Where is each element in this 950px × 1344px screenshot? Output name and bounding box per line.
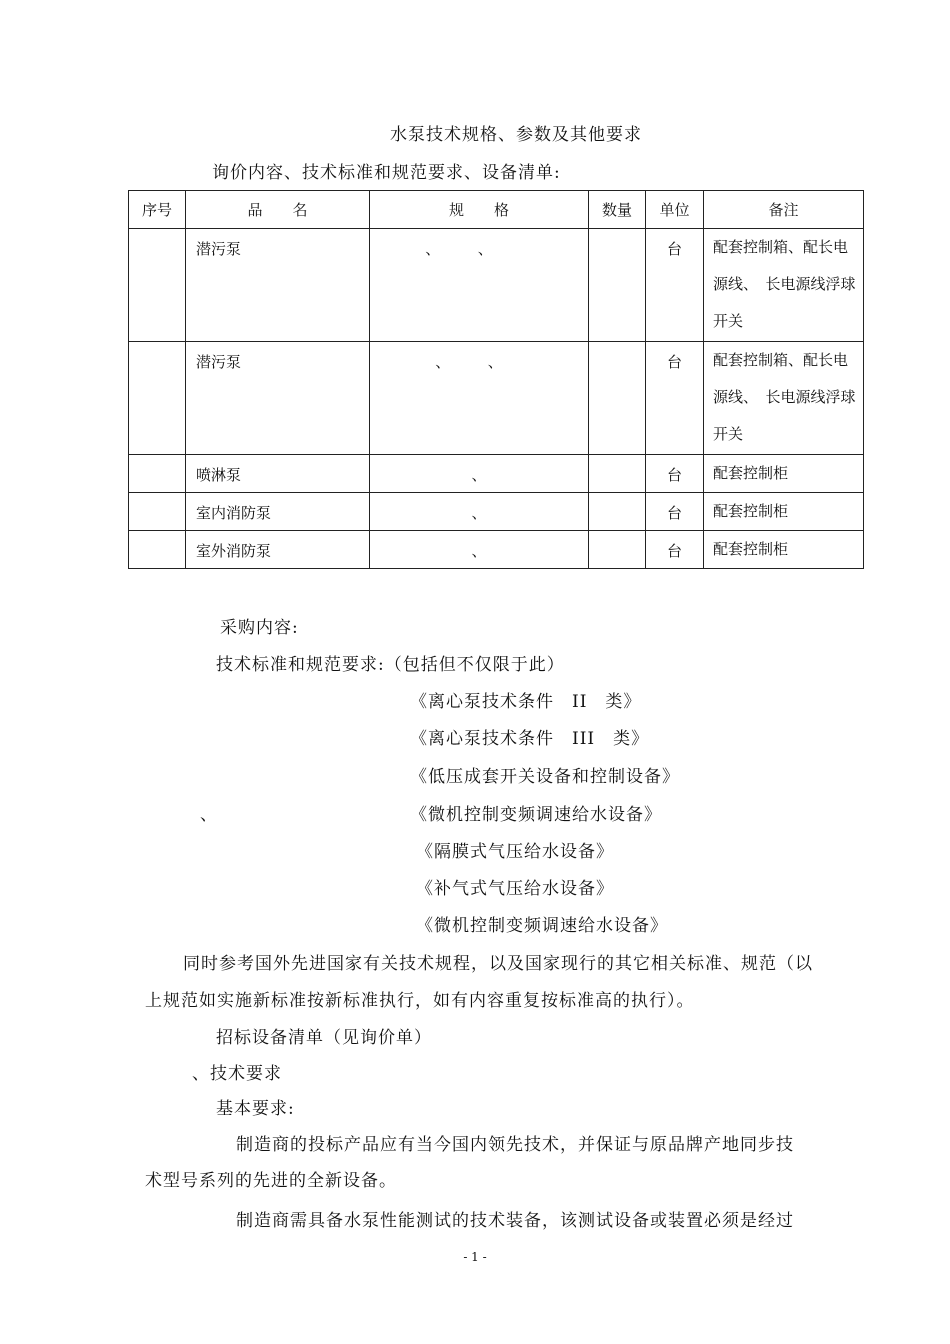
cell-no (129, 531, 186, 569)
table-row (129, 229, 864, 342)
paragraph-line: 制造商需具备水泵性能测试的技术装备，该测试设备或装置必须是经过 (236, 1211, 794, 1231)
cell-no (129, 493, 186, 531)
standard-item: 《微机控制变频调速给水设备》 (416, 916, 668, 936)
remark-text: 配套控制柜 (713, 502, 789, 520)
cell-qty (589, 493, 646, 531)
table-header-row (129, 191, 864, 229)
cell-name: 潜污泵 (186, 342, 370, 455)
cell-name: 室外消防泵 (186, 531, 370, 569)
purchase-heading: 采购内容: (220, 618, 299, 638)
standard-item: 《隔膜式气压给水设备》 (416, 842, 614, 862)
reference-paragraph-line: 上规范如实施新标准按新标准执行，如有内容重复按标准高的执行）。 (145, 991, 695, 1011)
header-remark: 备注 (704, 191, 864, 229)
table-row (129, 493, 864, 531)
header-qty: 数量 (589, 191, 646, 229)
cell-qty (589, 455, 646, 493)
remark-text: 配套控制柜 (713, 464, 789, 482)
table-row (129, 531, 864, 569)
standard-item: 《补气式气压给水设备》 (416, 879, 614, 899)
cell-remark (704, 342, 864, 455)
equipment-list-heading: 招标设备清单（见询价单） (216, 1028, 432, 1048)
cell-spec: 、 (370, 493, 589, 531)
cell-no (129, 342, 186, 455)
remark-text: 配套控制箱、配长电源线、 长电源线浮球开关 (713, 351, 856, 443)
cell-spec: 、 、 (370, 342, 589, 455)
cell-remark (704, 493, 864, 531)
cell-remark (704, 229, 864, 342)
remark-text: 配套控制柜 (713, 540, 789, 558)
cell-name: 室内消防泵 (186, 493, 370, 531)
cell-unit: 台 (646, 455, 704, 493)
header-unit: 单位 (646, 191, 704, 229)
stray-mark: 、 (200, 805, 218, 825)
cell-no (129, 455, 186, 493)
cell-name: 潜污泵 (186, 229, 370, 342)
page-number: - 1 - (463, 1250, 487, 1264)
cell-name: 喷淋泵 (186, 455, 370, 493)
remark-text: 配套控制箱、配长电源线、 长电源线浮球开关 (713, 238, 856, 330)
standard-item: 《低压成套开关设备和控制设备》 (410, 767, 680, 787)
cell-remark (704, 531, 864, 569)
tech-requirements-heading: 、技术要求 (192, 1064, 282, 1084)
cell-unit: 台 (646, 493, 704, 531)
inquiry-heading: 询价内容、技术标准和规范要求、设备清单: (212, 163, 561, 183)
cell-spec: 、 (370, 531, 589, 569)
cell-unit: 台 (646, 531, 704, 569)
header-no: 序号 (129, 191, 186, 229)
reference-paragraph-line: 同时参考国外先进国家有关技术规程，以及国家现行的其它相关标准、规范（以 (183, 954, 813, 974)
cell-qty (589, 342, 646, 455)
cell-spec: 、 、 (370, 229, 589, 342)
standard-item: 《离心泵技术条件 III 类》 (410, 729, 650, 749)
page-title: 水泵技术规格、参数及其他要求 (390, 125, 642, 145)
equipment-table (128, 190, 864, 569)
cell-spec: 、 (370, 455, 589, 493)
cell-unit: 台 (646, 342, 704, 455)
cell-qty (589, 229, 646, 342)
cell-no (129, 229, 186, 342)
paragraph-line: 制造商的投标产品应有当今国内领先技术，并保证与原品牌产地同步技 (236, 1135, 794, 1155)
basic-requirements-heading: 基本要求: (216, 1099, 295, 1119)
standard-item: 《微机控制变频调速给水设备》 (410, 805, 662, 825)
table-row (129, 455, 864, 493)
header-name: 品 名 (186, 191, 370, 229)
table-row (129, 342, 864, 455)
cell-unit: 台 (646, 229, 704, 342)
paragraph-line: 术型号系列的先进的全新设备。 (145, 1171, 397, 1191)
standard-item: 《离心泵技术条件 II 类》 (410, 692, 642, 712)
standards-heading: 技术标准和规范要求:（包括但不仅限于此） (216, 655, 565, 675)
cell-remark (704, 455, 864, 493)
header-spec: 规 格 (370, 191, 589, 229)
cell-qty (589, 531, 646, 569)
